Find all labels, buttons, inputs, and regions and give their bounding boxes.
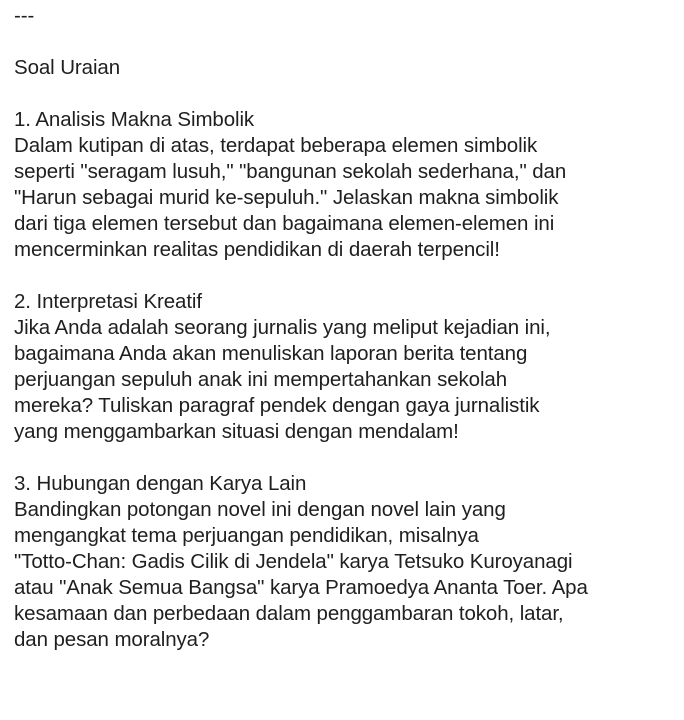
question-2 <box>14 289 680 445</box>
separator: --- <box>14 4 35 27</box>
question-text-line: Bandingkan potongan novel ini dengan novel lain yang <box>14 498 506 521</box>
question-text-line: "Totto-Chan: Gadis Cilik di Jendela" karya Tetsuko Kuroyanagi <box>14 550 573 573</box>
question-text-line: mengangkat tema perjuangan pendidikan, misalnya <box>14 524 479 547</box>
spacer <box>14 263 680 289</box>
question-heading: 1. Analisis Makna Simbolik <box>14 108 255 131</box>
question-1 <box>14 107 680 263</box>
question-heading: 2. Interpretasi Kreatif <box>14 290 202 313</box>
section-title: Soal Uraian <box>14 56 121 79</box>
question-text-line: perjuangan sepuluh anak ini mempertahankan sekolah <box>14 368 508 391</box>
question-text-line: yang menggambarkan situasi dengan mendalam! <box>14 420 459 443</box>
question-text-line: atau "Anak Semua Bangsa" karya Pramoedya Ananta Toer. Apa <box>14 576 588 599</box>
spacer <box>14 81 680 107</box>
question-heading: 3. Hubungan dengan Karya Lain <box>14 472 307 495</box>
question-text-line: mereka? Tuliskan paragraf pendek dengan gaya jurnalistik <box>14 394 540 417</box>
question-3 <box>14 471 680 653</box>
question-text-line: dari tiga elemen tersebut dan bagaimana elemen-elemen ini <box>14 212 555 235</box>
question-text-line: dan pesan moralnya? <box>14 628 210 651</box>
question-text-line: Jika Anda adalah seorang jurnalis yang meliput kejadian ini, <box>14 316 551 339</box>
question-text-line: "Harun sebagai murid ke-sepuluh." Jelaskan makna simbolik <box>14 186 559 209</box>
spacer <box>14 445 680 471</box>
question-text-line: seperti "seragam lusuh," "bangunan sekolah sederhana," dan <box>14 160 567 183</box>
spacer <box>14 29 680 55</box>
question-text-line: mencerminkan realitas pendidikan di daerah terpencil! <box>14 238 500 261</box>
question-text-line: bagaimana Anda akan menuliskan laporan berita tentang <box>14 342 528 365</box>
document-body <box>14 0 680 653</box>
question-text-line: Dalam kutipan di atas, terdapat beberapa elemen simbolik <box>14 134 538 157</box>
question-text-line: kesamaan dan perbedaan dalam penggambaran tokoh, latar, <box>14 602 564 625</box>
